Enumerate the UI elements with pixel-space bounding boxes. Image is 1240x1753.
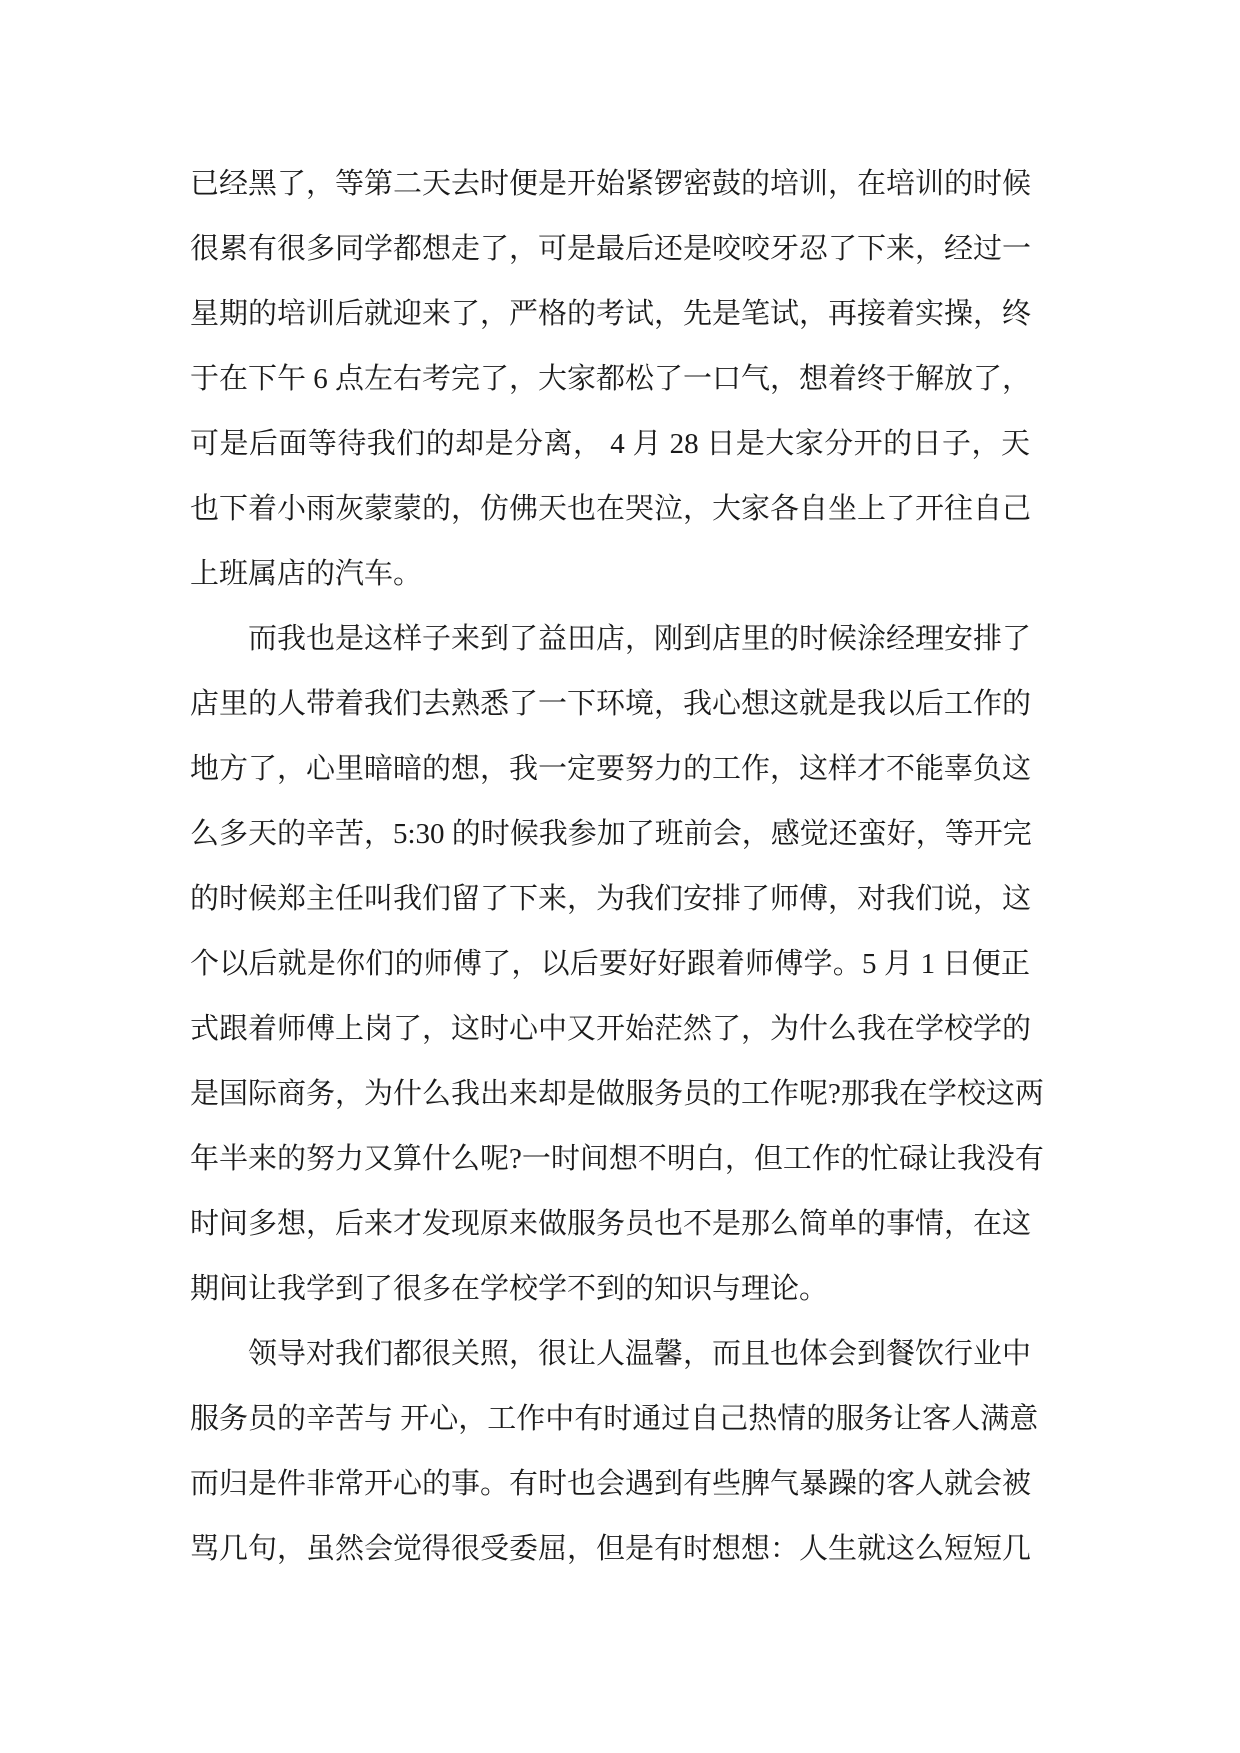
text-line: 而我也是这样子来到了益田店，刚到店里的时候涂经理安排了	[248, 623, 1032, 655]
document-text-block	[190, 152, 1044, 1582]
text-line: 骂几句，虽然会觉得很受委屈，但是有时想想：人生就这么短短几	[190, 1533, 1032, 1565]
paragraph	[190, 1322, 1039, 1582]
text-line: 么多天的辛苦，5:30 的时候我参加了班前会，感觉还蛮好，等开完	[190, 818, 1032, 850]
text-line: 个以后就是你们的师傅了，以后要好好跟着师傅学。5 月 1 日便正	[190, 948, 1030, 980]
text-line: 而归是件非常开心的事。有时也会遇到有些脾气暴躁的客人就会被	[190, 1468, 1032, 1500]
text-line: 式跟着师傅上岗了，这时心中又开始茫然了，为什么我在学校学的	[190, 1013, 1032, 1045]
text-line: 地方了，心里暗暗的想，我一定要努力的工作，这样才不能辜负这	[190, 753, 1032, 785]
text-line: 的时候郑主任叫我们留了下来，为我们安排了师傅，对我们说，这	[190, 883, 1032, 915]
paragraph	[190, 607, 1044, 1322]
text-line: 于在下午 6 点左右考完了，大家都松了一口气，想着终于解放了，	[190, 363, 1032, 395]
text-line: 期间让我学到了很多在学校学不到的知识与理论。	[190, 1273, 829, 1305]
text-line: 也下着小雨灰蒙蒙的，仿佛天也在哭泣，大家各自坐上了开往自己	[190, 493, 1032, 525]
text-line: 年半来的努力又算什么呢?一时间想不明白，但工作的忙碌让我没有	[190, 1143, 1044, 1175]
text-line: 上班属店的汽车。	[190, 558, 423, 590]
text-line: 已经黑了，等第二天去时便是开始紧锣密鼓的培训，在培训的时候	[190, 168, 1032, 200]
text-line: 是国际商务，为什么我出来却是做服务员的工作呢?那我在学校这两	[190, 1078, 1044, 1110]
text-line: 店里的人带着我们去熟悉了一下环境，我心想这就是我以后工作的	[190, 688, 1032, 720]
text-line: 很累有很多同学都想走了，可是最后还是咬咬牙忍了下来，经过一	[190, 233, 1032, 265]
text-line: 星期的培训后就迎来了，严格的考试，先是笔试，再接着实操，终	[190, 298, 1032, 330]
text-line: 服务员的辛苦与 开心，工作中有时通过自己热情的服务让客人满意	[190, 1403, 1039, 1435]
paragraph	[190, 152, 1030, 607]
text-line: 领导对我们都很关照，很让人温馨，而且也体会到餐饮行业中	[248, 1338, 1032, 1370]
text-line: 可是后面等待我们的却是分离， 4 月 28 日是大家分开的日子，天	[190, 428, 1030, 460]
text-line: 时间多想，后来才发现原来做服务员也不是那么简单的事情，在这	[190, 1208, 1032, 1240]
